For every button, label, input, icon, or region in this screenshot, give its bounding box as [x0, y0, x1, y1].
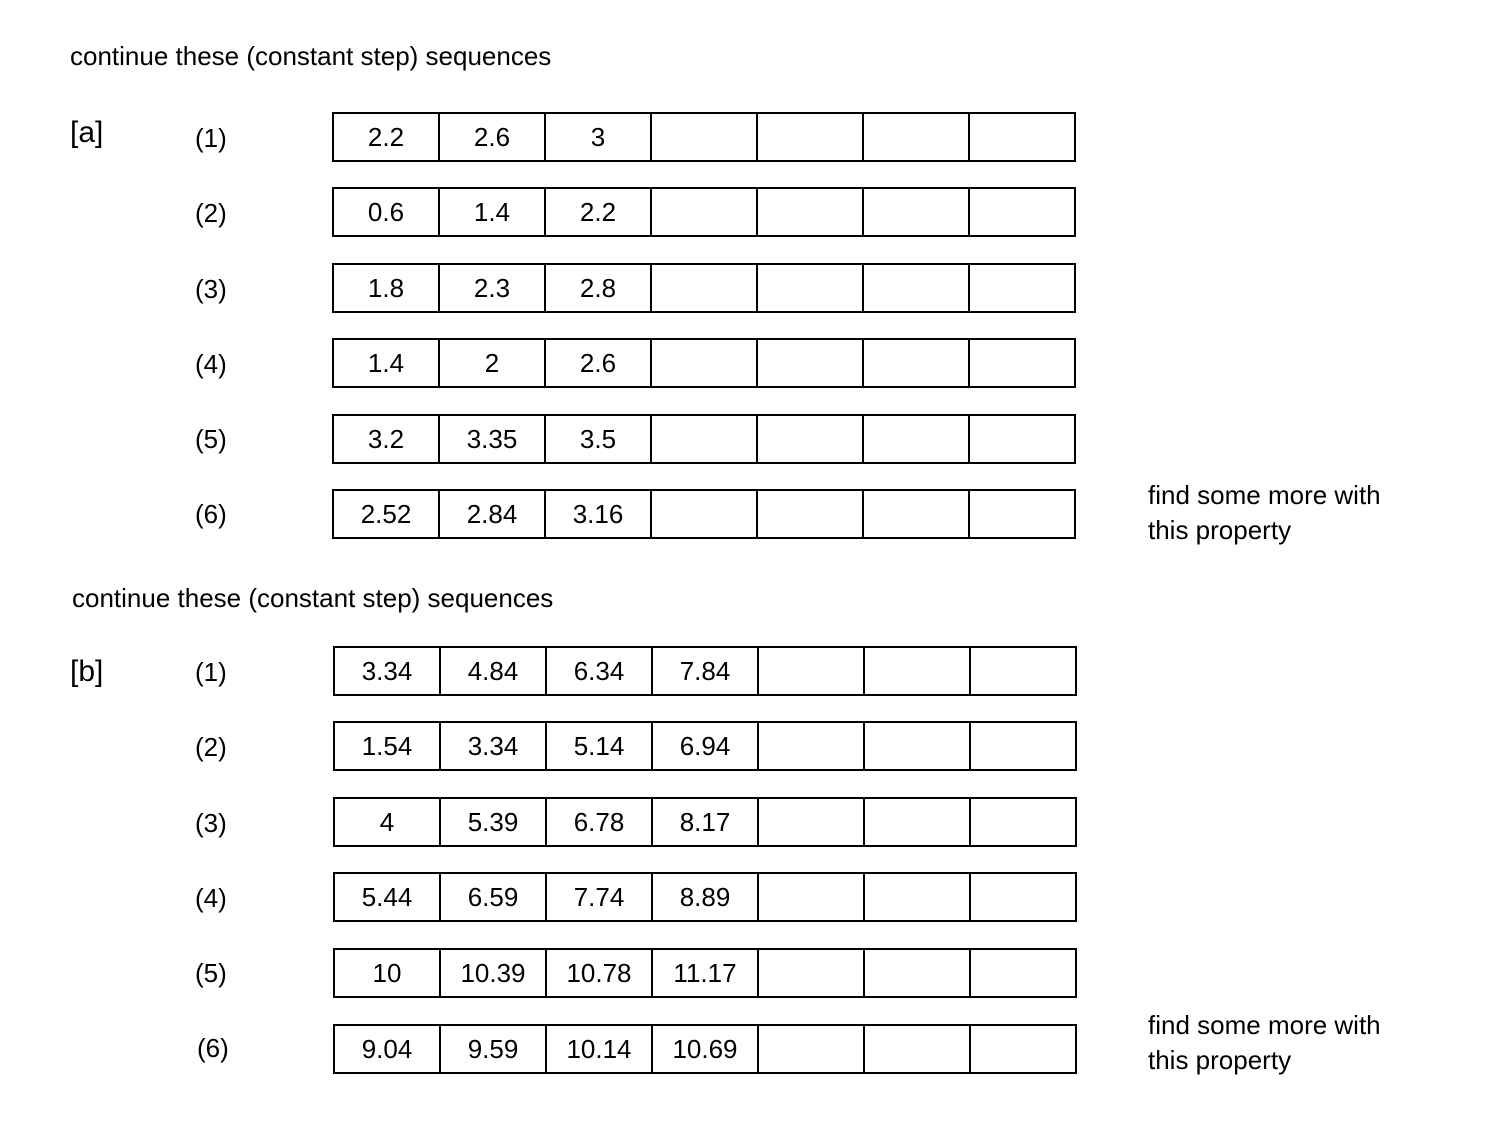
- sequence-cell: 7.74: [547, 874, 653, 920]
- sequence-cell: 7.84: [653, 648, 759, 694]
- sequence-cell: 2.8: [546, 265, 652, 311]
- answer-cell[interactable]: [864, 491, 970, 537]
- row-label: (5): [195, 424, 227, 454]
- row-label: (4): [195, 883, 227, 913]
- answer-cell[interactable]: [970, 189, 1074, 235]
- row-label: (2): [195, 198, 227, 228]
- sequence-cell: 3.16: [546, 491, 652, 537]
- answer-cell[interactable]: [970, 340, 1074, 386]
- sequence-cell: 8.89: [653, 874, 759, 920]
- sequence-row: [333, 872, 1077, 922]
- answer-cell[interactable]: [758, 114, 864, 160]
- sequence-cell: 6.78: [547, 799, 653, 845]
- answer-cell[interactable]: [865, 723, 971, 769]
- answer-cell[interactable]: [864, 189, 970, 235]
- answer-cell[interactable]: [971, 648, 1075, 694]
- sequence-row: [333, 797, 1077, 847]
- sequence-cell: 5.39: [441, 799, 547, 845]
- row-label: (3): [195, 274, 227, 304]
- sequence-row: [332, 338, 1076, 388]
- sequence-cell: 2.6: [440, 114, 546, 160]
- sequence-cell: 3.2: [334, 416, 440, 462]
- answer-cell[interactable]: [865, 874, 971, 920]
- section-b-heading: continue these (constant step) sequences: [72, 583, 554, 613]
- sequence-row: [332, 112, 1076, 162]
- answer-cell[interactable]: [759, 723, 865, 769]
- sequence-cell: 3.35: [440, 416, 546, 462]
- row-label: (2): [195, 732, 227, 762]
- sequence-cell: 1.8: [334, 265, 440, 311]
- answer-cell[interactable]: [971, 950, 1075, 996]
- answer-cell[interactable]: [865, 648, 971, 694]
- answer-cell[interactable]: [971, 723, 1075, 769]
- answer-cell[interactable]: [759, 799, 865, 845]
- sequence-cell: 5.44: [335, 874, 441, 920]
- row-label: (5): [195, 958, 227, 988]
- section-a-note: find some more with this property: [1148, 480, 1381, 545]
- sequence-row: [332, 489, 1076, 539]
- answer-cell[interactable]: [652, 340, 758, 386]
- row-label: (3): [195, 808, 227, 838]
- sequence-cell: 2.84: [440, 491, 546, 537]
- row-label: (4): [195, 349, 227, 379]
- answer-cell[interactable]: [652, 491, 758, 537]
- answer-cell[interactable]: [864, 114, 970, 160]
- sequence-cell: 10.14: [547, 1026, 653, 1072]
- sequence-row: [333, 721, 1077, 771]
- answer-cell[interactable]: [865, 799, 971, 845]
- sequence-row: [333, 646, 1077, 696]
- answer-cell[interactable]: [758, 416, 864, 462]
- answer-cell[interactable]: [970, 416, 1074, 462]
- section-a-label: [a]: [70, 116, 104, 149]
- sequence-cell: 3: [546, 114, 652, 160]
- answer-cell[interactable]: [759, 648, 865, 694]
- answer-cell[interactable]: [865, 950, 971, 996]
- sequence-cell: 4.84: [441, 648, 547, 694]
- answer-cell[interactable]: [758, 189, 864, 235]
- answer-cell[interactable]: [864, 416, 970, 462]
- sequence-cell: 10: [335, 950, 441, 996]
- sequence-cell: 6.59: [441, 874, 547, 920]
- sequence-cell: 1.4: [440, 189, 546, 235]
- answer-cell[interactable]: [652, 114, 758, 160]
- sequence-cell: 4: [335, 799, 441, 845]
- answer-cell[interactable]: [864, 265, 970, 311]
- sequence-cell: 1.54: [335, 723, 441, 769]
- answer-cell[interactable]: [758, 491, 864, 537]
- sequence-cell: 3.34: [441, 723, 547, 769]
- sequence-cell: 11.17: [653, 950, 759, 996]
- sequence-cell: 10.78: [547, 950, 653, 996]
- answer-cell[interactable]: [971, 874, 1075, 920]
- sequence-row: [332, 414, 1076, 464]
- sequence-cell: 10.69: [653, 1026, 759, 1072]
- answer-cell[interactable]: [970, 265, 1074, 311]
- sequence-cell: 0.6: [334, 189, 440, 235]
- sequence-cell: 10.39: [441, 950, 547, 996]
- sequence-cell: 8.17: [653, 799, 759, 845]
- sequence-cell: 2.6: [546, 340, 652, 386]
- sequence-cell: 3.5: [546, 416, 652, 462]
- section-b-label: [b]: [70, 655, 104, 688]
- sequence-cell: 2.3: [440, 265, 546, 311]
- row-label: (6): [195, 499, 227, 529]
- answer-cell[interactable]: [652, 416, 758, 462]
- answer-cell[interactable]: [971, 799, 1075, 845]
- sequence-cell: 9.59: [441, 1026, 547, 1072]
- answer-cell[interactable]: [865, 1026, 971, 1072]
- answer-cell[interactable]: [970, 491, 1074, 537]
- answer-cell[interactable]: [759, 950, 865, 996]
- row-label: (1): [195, 657, 227, 687]
- sequence-row: [333, 948, 1077, 998]
- sequence-row: [332, 187, 1076, 237]
- sequence-cell: 9.04: [335, 1026, 441, 1072]
- sequence-cell: 1.4: [334, 340, 440, 386]
- sequence-row: [332, 263, 1076, 313]
- answer-cell[interactable]: [970, 114, 1074, 160]
- answer-cell[interactable]: [652, 189, 758, 235]
- sequence-cell: 2.2: [546, 189, 652, 235]
- sequence-cell: 2.2: [334, 114, 440, 160]
- answer-cell[interactable]: [758, 340, 864, 386]
- answer-cell[interactable]: [759, 1026, 865, 1072]
- sequence-cell: 3.34: [335, 648, 441, 694]
- row-label: (6): [197, 1033, 229, 1063]
- answer-cell[interactable]: [971, 1026, 1075, 1072]
- sequence-cell: 2.52: [334, 491, 440, 537]
- answer-cell[interactable]: [652, 265, 758, 311]
- section-b-note: find some more with this property: [1148, 1010, 1381, 1075]
- sequence-row: [333, 1024, 1077, 1074]
- sequence-cell: 5.14: [547, 723, 653, 769]
- row-label: (1): [195, 123, 227, 153]
- sequence-cell: 6.34: [547, 648, 653, 694]
- answer-cell[interactable]: [759, 874, 865, 920]
- answer-cell[interactable]: [758, 265, 864, 311]
- section-a-heading: continue these (constant step) sequences: [70, 41, 552, 71]
- sequence-cell: 6.94: [653, 723, 759, 769]
- answer-cell[interactable]: [864, 340, 970, 386]
- sequence-cell: 2: [440, 340, 546, 386]
